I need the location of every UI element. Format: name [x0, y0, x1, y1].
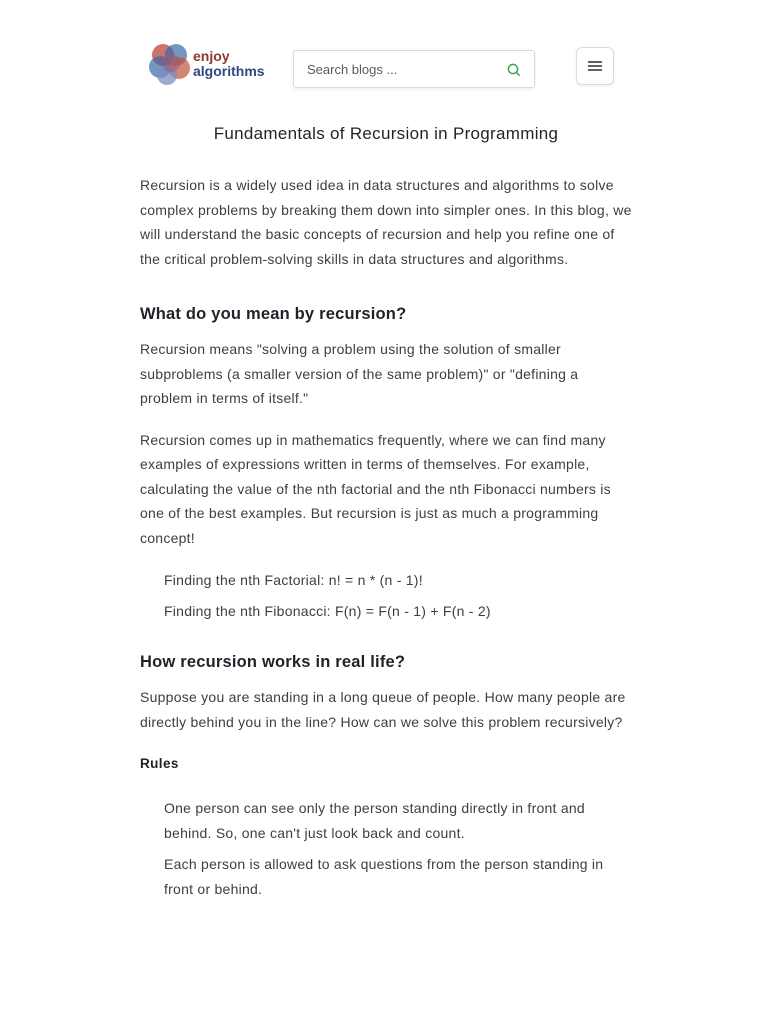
logo-wordmark: [193, 49, 265, 79]
definition-paragraph: Recursion means "solving a problem using the solution of smaller subproblems (a smaller version of the same problem)" or "defining a problem in terms of itself.": [140, 341, 579, 406]
formula-factorial: Finding the nth Factorial: n! = n * (n - 1)!: [164, 572, 423, 588]
logo-text-enjoy: enjoy: [193, 48, 230, 64]
rules-heading: Rules: [140, 756, 179, 771]
logo-mark-icon: [148, 41, 192, 87]
intro-paragraph: Recursion is a widely used idea in data structures and algorithms to solve complex problems by breaking them down into simpler ones. In this blog, we will understand the basic concepts of recursion and help you refine one of the critical problem-solving skills in data structures and algorithms.: [140, 177, 632, 267]
rules-list: [140, 796, 632, 901]
formula-fibonacci: Finding the nth Fibonacci: F(n) = F(n - 1) + F(n - 2): [164, 603, 491, 619]
site-header: [0, 0, 768, 110]
hamburger-menu-icon: [587, 59, 603, 73]
math-paragraph: Recursion comes up in mathematics frequently, where we can find many examples of expressions written in terms of themselves. For example, calculating the value of the nth factorial and the nth Fibonacci numbers is one of the best examples. But recursion is just as much a programming concept!: [140, 431, 611, 546]
formula-list: [140, 568, 632, 623]
rule-item: Each person is allowed to ask questions from the person standing in front or behind.: [164, 856, 604, 897]
logo-text-algorithms: algorithms: [193, 63, 265, 79]
article-content: [140, 118, 632, 908]
search-input[interactable]: [307, 54, 497, 84]
queue-paragraph: Suppose you are standing in a long queue of people. How many people are directly behind you in the line? How can we solve this problem recursively?: [140, 689, 626, 730]
search-box: [293, 50, 535, 88]
site-logo[interactable]: [148, 40, 268, 88]
page-title: Fundamentals of Recursion in Programming: [213, 124, 559, 143]
rule-item: One person can see only the person standing directly in front and behind. So, one can't just look back and count.: [164, 800, 585, 841]
section-heading-what-is-recursion: What do you mean by recursion?: [140, 305, 407, 323]
section-heading-real-life: How recursion works in real life?: [140, 653, 406, 671]
search-icon[interactable]: [506, 62, 522, 78]
menu-button[interactable]: [576, 47, 614, 85]
